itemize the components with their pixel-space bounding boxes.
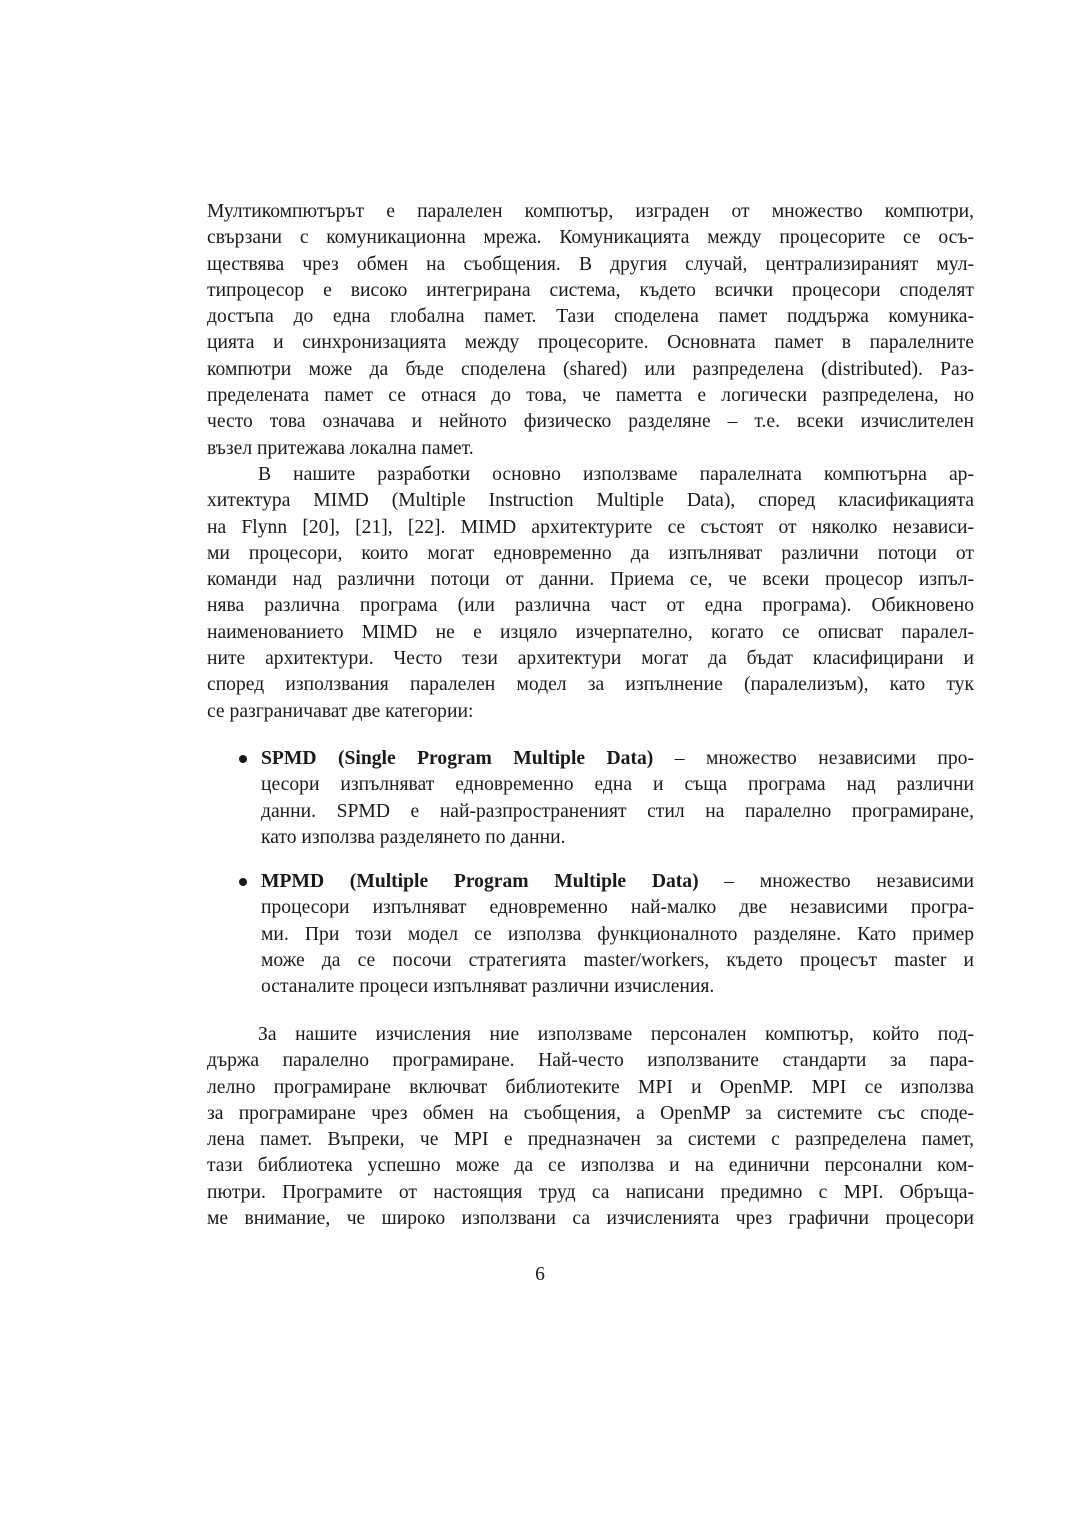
- text-line: останалите процеси изпълняват различни изчисления.: [261, 976, 715, 998]
- bullet-icon: [239, 755, 247, 763]
- text-line: лелно програмиране включват библиотеките MPI и OpenMP. MPI се използва: [207, 1076, 974, 1098]
- text-line: ми процесори, които могат едновременно да изпълняват различни потоци от: [207, 542, 974, 564]
- text-line: лена памет. Въпреки, че MPI е предназначен за системи с разпределена памет,: [207, 1129, 974, 1151]
- bullet-text: – множество независими: [698, 871, 974, 893]
- bullet-item-spmd: [261, 746, 974, 851]
- page-number: 6: [535, 1264, 545, 1285]
- text-line: цесори изпълняват едновременно една и съща програма над различни: [261, 774, 974, 796]
- text-line: тази библиотека успешно може да се използва и на единични персонални ком-: [207, 1155, 974, 1177]
- text-line: Мултикомпютърът е паралелен компютър, изграден от множество компютри,: [207, 201, 974, 222]
- text-line: често това означава и нейното физическо разделяне – т.е. всеки изчислителен: [207, 411, 974, 433]
- text-line: команди над различни потоци от данни. Приема се, че всеки процесор изпъл-: [207, 569, 974, 591]
- text-line: свързани с комуникационна мрежа. Комуникацията между процесорите се осъ-: [207, 227, 974, 249]
- text-line: достъпа до една глобална памет. Тази споделена памет поддържа комуника-: [207, 306, 974, 328]
- text-line: възел притежава локална памет.: [207, 437, 474, 459]
- text-line: процесори изпълняват едновременно най-малко две независими програ-: [261, 897, 974, 919]
- text-line: ществява чрез обмен на съобщения. В другия случай, централизираният мул-: [207, 253, 974, 275]
- bullet-list: [261, 746, 974, 1001]
- text-line: пределената памет се отнася до това, че паметта е логически разпределена, но: [207, 385, 974, 407]
- text-line: хитектура MIMD (Multiple Instruction Multiple Data), според класификацията: [207, 490, 974, 512]
- text-line: типроцесор е високо интегрирана система, където всички процесори споделят: [207, 279, 974, 301]
- text-line: според използвания паралелен модел за изпълнение (паралелизъм), като тук: [207, 674, 974, 696]
- text-line: държа паралелно програмиране. Най-често използваните стандарти за пара-: [207, 1050, 974, 1072]
- bullet-term: SPMD (Single Program Multiple Data): [261, 748, 654, 769]
- text-line: За нашите изчисления ние използваме персонален компютър, който под-: [258, 1024, 974, 1045]
- text-line: цията и синхронизацията между процесорите. Основната памет в паралелните: [207, 332, 974, 354]
- text-line: за програмиране чрез обмен на съобщения, а OpenMP за системите със споде-: [207, 1102, 974, 1124]
- text-line: ми. При този модел се използва функционалното разделяне. Като пример: [261, 923, 974, 945]
- text-line: данни. SPMD е най-разпространеният стил на паралелно програмиране,: [261, 800, 974, 822]
- text-line: [261, 746, 974, 772]
- paragraph-multicomputer: [207, 199, 974, 462]
- text-line: на Flynn [20], [21], [22]. MIMD архитектурите се състоят от няколко независи-: [207, 516, 974, 538]
- text-line: се разграничават две категории:: [207, 700, 474, 722]
- bullet-icon: [239, 878, 247, 886]
- paragraph-computing: [207, 1022, 974, 1232]
- paragraph-mimd: [207, 462, 974, 725]
- text-line: [261, 869, 974, 895]
- text-line: компютри може да бъде споделена (shared) или разпределена (distributed). Раз-: [207, 358, 974, 380]
- text-line: може да се посочи стратегията master/workers, където процесът master и: [261, 950, 974, 972]
- text-line: като използва разделянето по данни.: [261, 826, 566, 848]
- text-line: наименованието MIMD не е изцяло изчерпателно, когато се описват паралел-: [207, 621, 974, 643]
- bullet-item-mpmd: [261, 869, 974, 1000]
- text-line: ме внимание, че широко използвани са изчисленията чрез графични процесори: [207, 1208, 974, 1230]
- text-line: ните архитектури. Често тези архитектури могат да бъдат класифицирани и: [207, 648, 974, 670]
- bullet-text: – множество независими про-: [653, 748, 974, 769]
- text-line: В нашите разработки основно използваме паралелната компютърна ар-: [258, 464, 974, 485]
- bullet-term: MPMD (Multiple Program Multiple Data): [261, 871, 699, 893]
- text-line: пютри. Програмите от настоящия труд са написани предимно с MPI. Обръща-: [207, 1181, 974, 1203]
- text-line: нява различна програма (или различна част от една програма). Обикновено: [207, 595, 974, 617]
